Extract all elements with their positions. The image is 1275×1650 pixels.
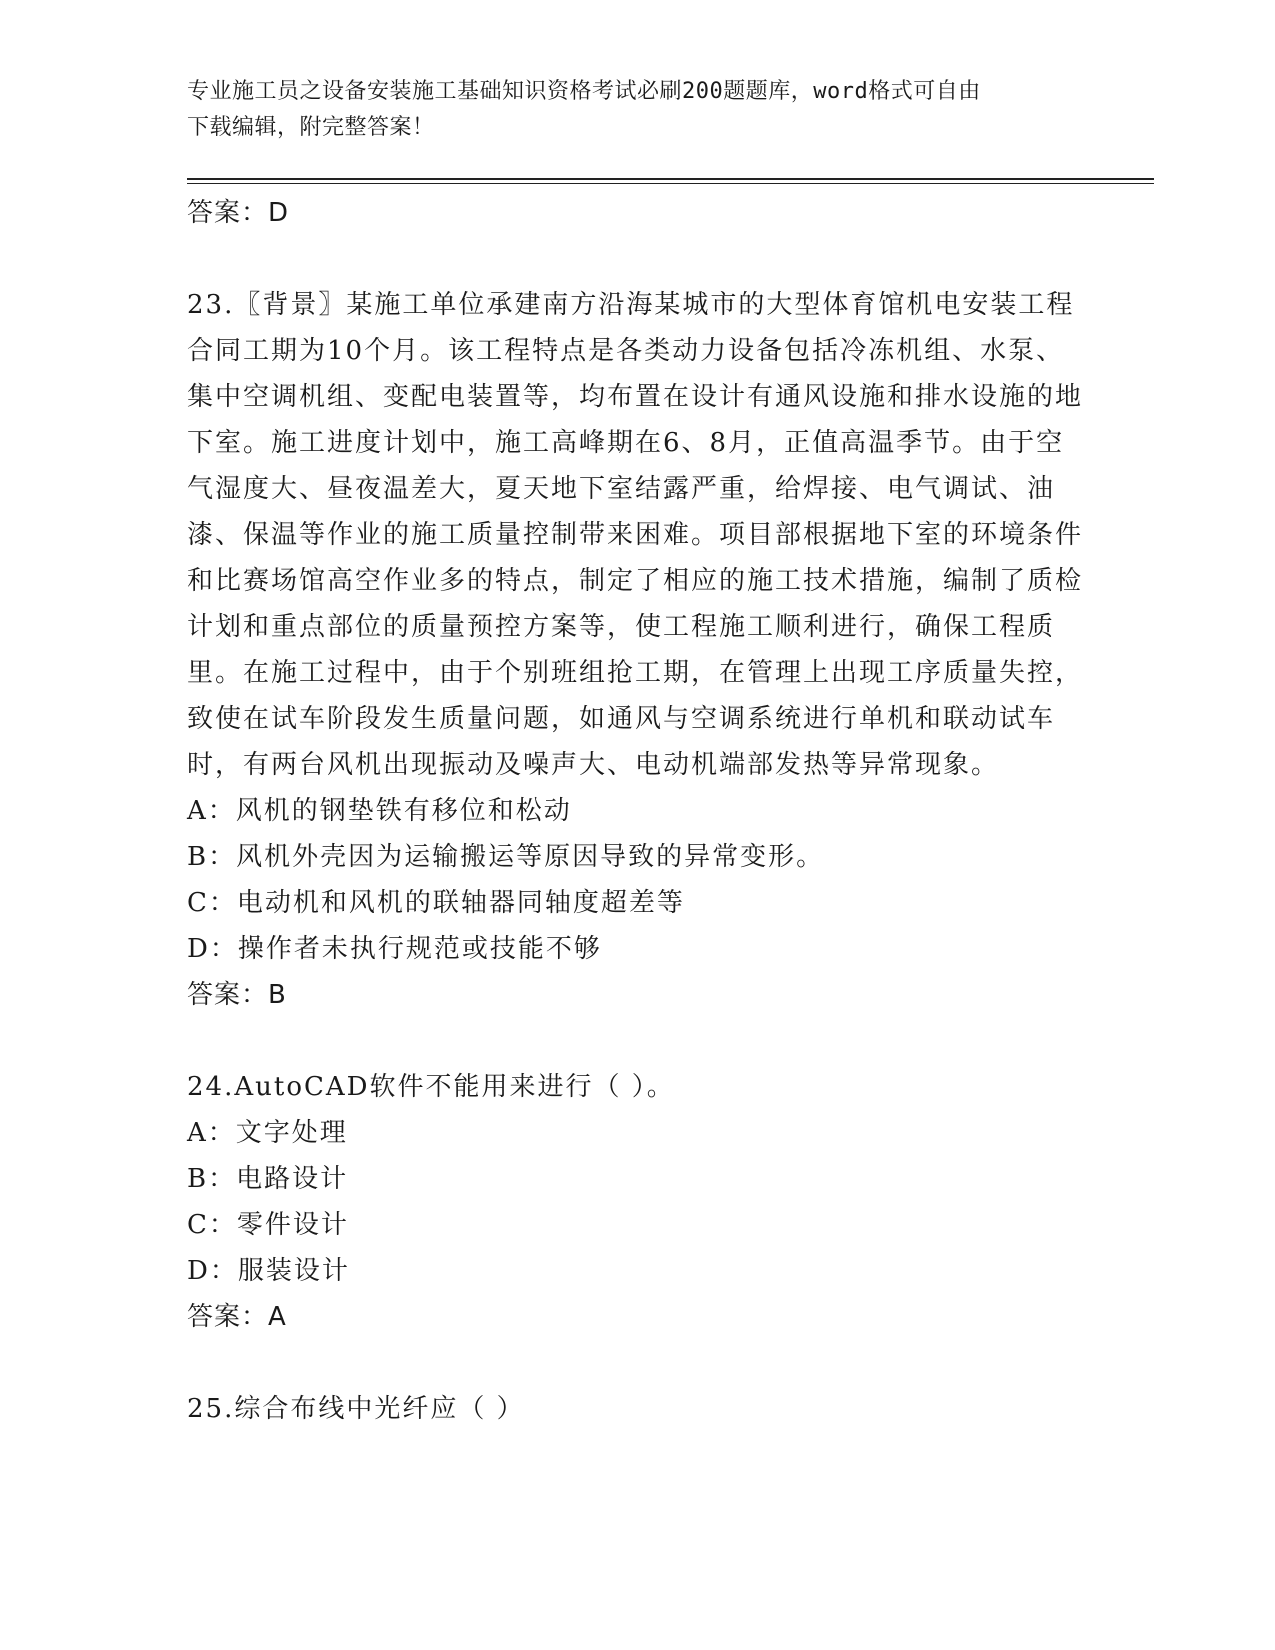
header-title-line-1: 专业施工员之设备安装施工基础知识资格考试必刷200题题库，word格式可自由 [187, 79, 981, 104]
option-a: A：风机的钢垫铁有移位和松动 [187, 796, 572, 826]
option-a: A：文字处理 [187, 1118, 348, 1148]
question-stem: 25.综合布线中光纤应（ ） [187, 1394, 525, 1424]
option-b: B：电路设计 [187, 1164, 349, 1194]
option-d: D：服装设计 [187, 1256, 350, 1286]
answer: 答案：A [187, 1302, 287, 1332]
question-stem: 23.〖背景〗某施工单位承建南方沿海某城市的大型体育馆机电安装工程合同工期为10个月。该工程特点是各类动力设备包括冷冻机组、水泵、集中空调机组、变配电装置等，均布置在设计有通风设施和排水设施的地下室。施工进度计划中，施工高峰期在6、8月，正值高温季节。由于空气湿度大、昼夜温差大，夏天地下室结露严重，给焊接、电气调试、油漆、保温等作业的施工质量控制带来困难。项目部根据地下室的环境条件和比赛场馆高空作业多的特点，制定了相应的施工技术措施，编制了质检计划和重点部位的质量预控方案等，使工程施工顺利进行，确保工程质里。在施工过程中，由于个别班组抢工期，在管理上出现工序质量失控，致使在试车阶段发生质量问题，如通风与空调系统进行单机和联动试车时，有两台风机出现振动及噪声大、电动机端部发热等异常现象。 [187, 290, 1084, 780]
option-d: D：操作者未执行规范或技能不够 [187, 934, 602, 964]
spacer [187, 1340, 1087, 1386]
answer: 答案：B [187, 980, 287, 1010]
option-c: C：电动机和风机的联轴器同轴度超差等 [187, 888, 685, 918]
previous-answer: 答案：D [187, 198, 290, 228]
question-25 [187, 1386, 1087, 1432]
option-c: C：零件设计 [187, 1210, 349, 1240]
question-23 [187, 282, 1087, 1018]
header-divider [187, 178, 1154, 180]
spacer [187, 1018, 1087, 1064]
header-title-line-2: 下载编辑，附完整答案！ [187, 115, 435, 140]
spacer [187, 236, 1087, 282]
option-b: B：风机外壳因为运输搬运等原因导致的异常变形。 [187, 842, 825, 872]
page-header [187, 74, 1087, 146]
question-24 [187, 1064, 1087, 1340]
header-divider-thin [187, 183, 1154, 184]
document-body [187, 190, 1087, 1432]
question-stem: 24.AutoCAD软件不能用来进行（ ）。 [187, 1072, 675, 1102]
